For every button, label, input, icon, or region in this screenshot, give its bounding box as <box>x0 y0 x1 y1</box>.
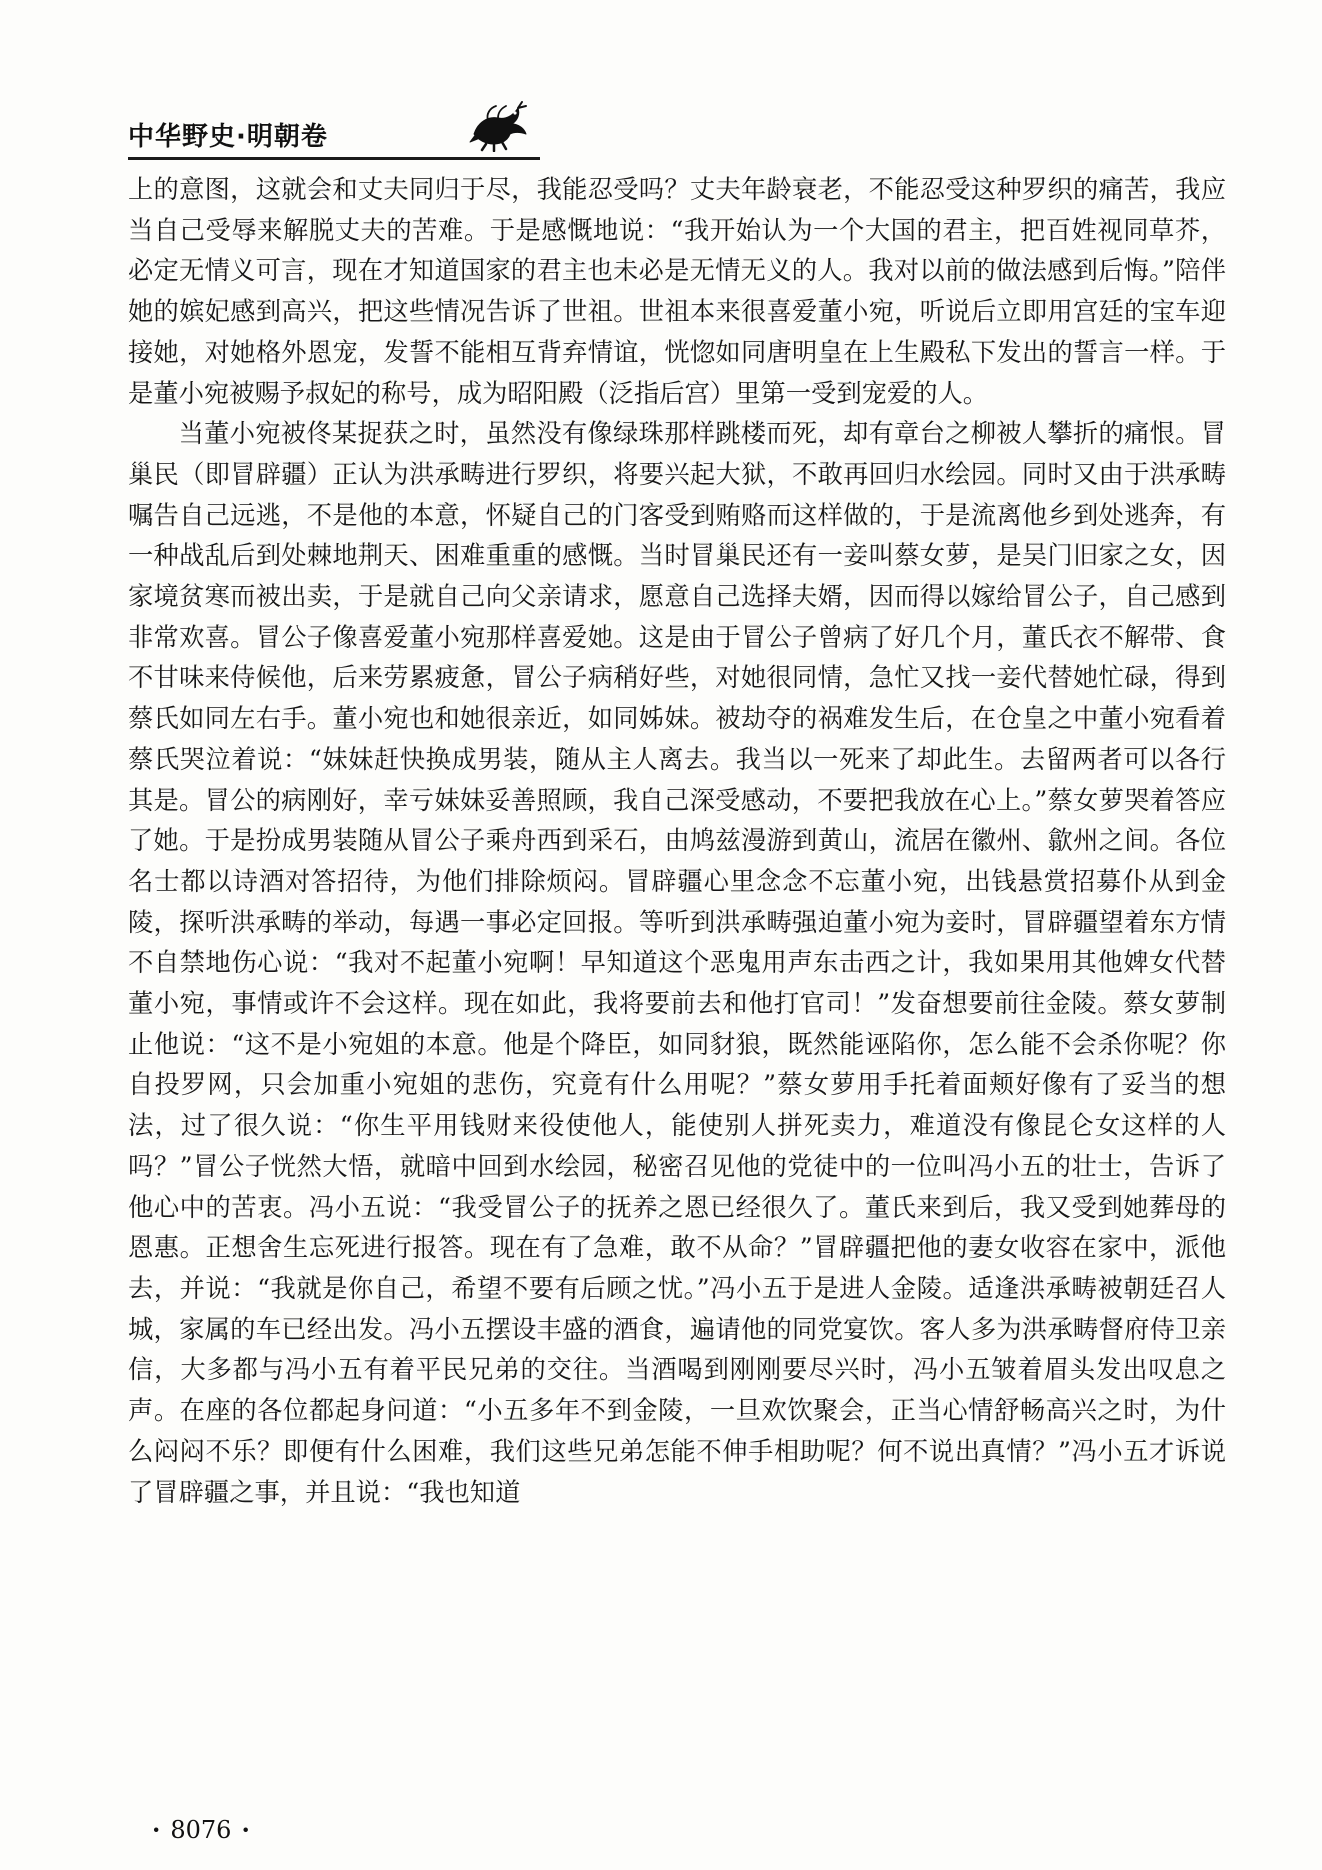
book-title: 中华野史·明朝卷 <box>128 122 328 152</box>
page-number: 8076 <box>170 1816 232 1844</box>
header-divider <box>128 157 540 160</box>
footer-bullet-left: · <box>152 1815 161 1844</box>
footer-bullet-right: · <box>241 1815 250 1844</box>
paragraph-1: 上的意图，这就会和丈夫同归于尽，我能忍受吗？丈夫年龄衰老，不能忍受这种罗织的痛苦，我应当自己受辱来解脱丈夫的苦难。于是感慨地说：“我开始认为一个大国的君主，把百姓视同草芥，必定无情义可言，现在才知道国家的君主也未必是无情无义的人。我对以前的做法感到后悔。”陪伴她的嫔妃感到高兴，把这些情况告诉了世祖。世祖本来很喜爱董小宛，听说后立即用宫廷的宝车迎接她，对她格外恩宠，发誓不能相互背弃情谊，恍惚如同唐明皇在上生殿私下发出的誓言一样。于是董小宛被赐予叔妃的称号，成为昭阳殿（泛指后宫）里第一受到宠爱的人。 <box>128 175 1226 408</box>
paragraph-2: 当董小宛被佟某捉获之时，虽然没有像绿珠那样跳楼而死，却有章台之柳被人攀折的痛恨。冒巢民（即冒辟疆）正认为洪承畴进行罗织，将要兴起大狱，不敢再回归水绘园。同时又由于洪承畴嘱告自己远逃，不是他的本意，怀疑自己的门客受到贿赂而这样做的，于是流离他乡到处逃奔，有一种战乱后到处棘地荆天、困难重重的感慨。当时冒巢民还有一妾叫蔡女萝，是吴门旧家之女，因家境贫寒而被出卖，于是就自己向父亲请求，愿意自己选择夫婿，因而得以嫁给冒公子，自己感到非常欢喜。冒公子像喜爱董小宛那样喜爱她。这是由于冒公子曾病了好几个月，董氏衣不解带、食不甘味来侍候他，后来劳累疲惫，冒公子病稍好些，对她很同情，急忙又找一妾代替她忙碌，得到蔡氏如同左右手。董小宛也和她很亲近，如同姊妹。被劫夺的祸难发生后，在仓皇之中董小宛看着蔡氏哭泣着说：“妹妹赶快换成男装，随从主人离去。我当以一死来了却此生。去留两者可以各行其是。冒公的病刚好，幸亏妹妹妥善照顾，我自己深受感动，不要把我放在心上。”蔡女萝哭着答应了她。于是扮成男装随从冒公子乘舟西到采石，由鸠兹漫游到黄山，流居在徽州、歙州之间。各位名士都以诗酒对答招待，为他们排除烦闷。冒辟疆心里念念不忘董小宛，出钱悬赏招募仆从到金陵，探听洪承畴的举动，每遇一事必定回报。等听到洪承畴强迫董小宛为妾时，冒辟疆望着东方情不自禁地伤心说：“我对不起董小宛啊！早知道这个恶鬼用声东击西之计，我如果用其他婢女代替董小宛，事情或许不会这样。现在如此，我将要前去和他打官司！”发奋想要前往金陵。蔡女萝制止他说：“这不是小宛姐的本意。他是个降臣，如同豺狼，既然能诬陷你，怎么能不会杀你呢？你自投罗网，只会加重小宛姐的悲伤，究竟有什么用呢？”蔡女萝用手托着面颊好像有了妥当的想法，过了很久说：“你生平用钱财来役使他人，能使别人拼死卖力，难道没有像昆仑女这样的人吗？”冒公子恍然大悟，就暗中回到水绘园，秘密召见他的党徒中的一位叫冯小五的壮士，告诉了他心中的苦衷。冯小五说：“我受冒公子的抚养之恩已经很久了。董氏来到后，我又受到她葬母的恩惠。正想舍生忘死进行报答。现在有了急难，敢不从命？”冒辟疆把他的妻女收容在家中，派他去，并说：“我就是你自己，希望不要有后顾之忧。”冯小五于是进人金陵。适逢洪承畴被朝廷召人城，家属的车已经出发。冯小五摆设丰盛的酒食，遍请他的同党宴饮。客人多为洪承畴督府侍卫亲信，大多都与冯小五有着平民兄弟的交往。当酒喝到刚刚要尽兴时，冯小五皱着眉头发出叹息之声。在座的各位都起身问道：“小五多年不到金陵，一旦欢饮聚会，正当心情舒畅高兴之时，为什么闷闷不乐？即便有什么困难，我们这些兄弟怎能不伸手相助呢？何不说出真情？”冯小五才诉说了冒辟疆之事，并且说：“我也知道 <box>128 419 1226 1507</box>
running-header <box>128 96 540 158</box>
page-footer <box>142 1815 260 1844</box>
dragon-emblem-icon <box>468 100 530 152</box>
body-text <box>128 170 1226 1513</box>
